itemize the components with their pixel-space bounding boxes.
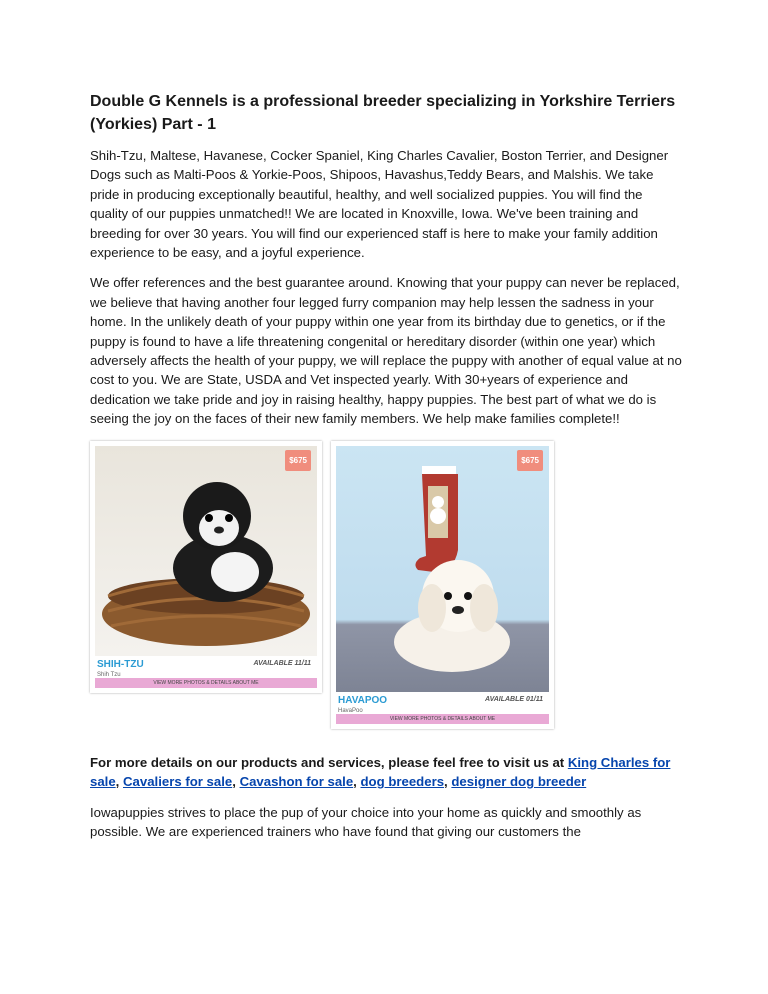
link-designer-dog-breeder[interactable]: designer dog breeder: [451, 774, 587, 790]
breed-name: SHIH-TZU: [97, 658, 144, 670]
puppy-card-havapoo[interactable]: [331, 441, 554, 729]
link-separator: ,: [444, 774, 452, 790]
breed-subtitle: Shih Tzu: [97, 671, 121, 678]
view-more-link[interactable]: VIEW MORE PHOTOS & DETAILS ABOUT ME: [336, 714, 549, 724]
links-paragraph: [90, 753, 682, 792]
shih-tzu-photo: [95, 446, 317, 656]
document-title: Double G Kennels is a professional breeder specializing in Yorkshire Terriers (Yorkies) Part - 1: [90, 93, 676, 133]
link-separator: ,: [353, 774, 361, 790]
card-footer: [95, 656, 317, 688]
document-page: [90, 90, 682, 852]
price-badge: $675: [517, 450, 543, 471]
guarantee-paragraph: We offer references and the best guarantee around. Knowing that your puppy can never be replaced, we believe that having another four legged furry companion may help lessen the sadness in your home. In the unlikely death of your puppy within one year from its birthday due to genetics, or if the puppy is found to have a life threatening congenital or hereditary disorder (within one year) which adversely affects the health of your puppy, we will replace the puppy with another of equal value at no cost to you. We are State, USDA and Vet inspected yearly. With 30+years of experience and dedication we take pride and joy in raising healthy, happy puppies. The best part of what we do is seeing the joy on the faces of their new family members. We help make families complete!!: [90, 275, 682, 427]
link-dog-breeders[interactable]: dog breeders: [360, 774, 445, 790]
availability-date: AVAILABLE 01/11: [485, 695, 543, 703]
links-intro: For more details on our products and services, please feel free to visit us at: [90, 754, 568, 770]
view-more-link[interactable]: VIEW MORE PHOTOS & DETAILS ABOUT ME: [95, 678, 317, 688]
price-badge: $675: [285, 450, 311, 471]
card-footer: [336, 692, 549, 724]
closing-paragraph: Iowapuppies strives to place the pup of your choice into your home as quickly and smoothly as possible. We are experienced trainers who have found that giving our customers the: [90, 804, 642, 839]
link-cavashon-for-sale[interactable]: Cavashon for sale: [239, 774, 354, 790]
availability-date: AVAILABLE 11/11: [253, 659, 311, 667]
puppy-card-shih-tzu[interactable]: [90, 441, 322, 693]
breed-name: HAVAPOO: [338, 694, 388, 706]
intro-paragraph: Shih-Tzu, Maltese, Havanese, Cocker Spaniel, King Charles Cavalier, Boston Terrier, and Designer Dogs such as Malti-Poos & Yorkie-Poos, Shipoos, Havashus,Teddy Bears, and Malshis. We take pride in producing exceptionally beautiful, healthy, and well socialized puppies. You will find the quality of our puppies unmatched!! We are located in Knoxville, Iowa. We've been training and breeding for over 30 years. You will find our experienced staff is here to make your family addition experience to be easy, and a joyful experience.: [90, 148, 669, 261]
link-cavaliers-for-sale[interactable]: Cavaliers for sale: [123, 774, 233, 790]
link-king-charles-for-sale[interactable]: King Charles for sale: [90, 754, 671, 790]
puppy-gallery: [90, 441, 682, 739]
breed-subtitle: HavaPoo: [338, 707, 363, 714]
shih-tzu-image: [95, 446, 317, 656]
link-separator: ,: [115, 774, 123, 790]
havapoo-photo: [336, 446, 549, 694]
link-separator: ,: [232, 774, 240, 790]
havapoo-image: [336, 446, 549, 694]
